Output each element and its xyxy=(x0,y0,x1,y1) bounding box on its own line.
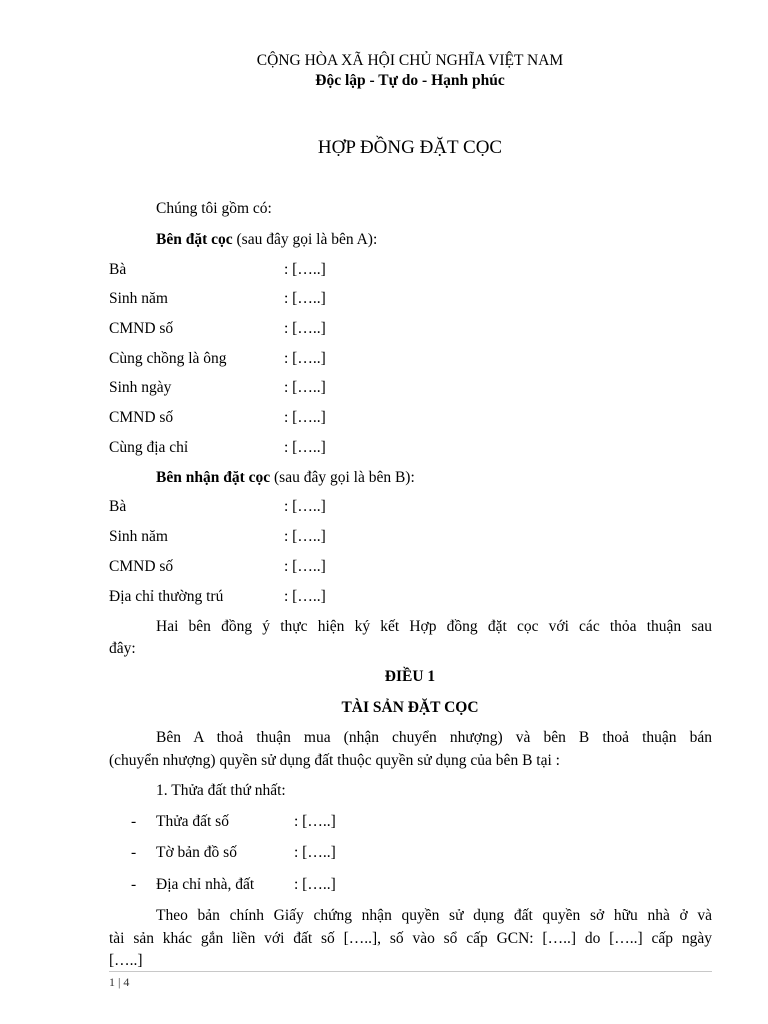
party-a-heading-bold: Bên đặt cọc xyxy=(156,231,233,248)
item-heading: 1. Thửa đất thứ nhất: xyxy=(156,782,286,799)
footer-divider xyxy=(109,971,712,972)
party-b-field-label: Sinh năm xyxy=(109,528,168,545)
list-dash: - xyxy=(131,813,137,830)
party-b-field-value: : […..] xyxy=(284,498,326,515)
certificate-line: […..] xyxy=(109,952,143,969)
party-a-field-label: Cùng chồng là ông xyxy=(109,350,227,367)
party-a-field-label: Cùng địa chỉ xyxy=(109,439,189,456)
party-a-field-value: : […..] xyxy=(284,409,326,426)
party-a-field-label: Sinh ngày xyxy=(109,379,172,396)
certificate-line: tài sản khác gắn liền với đất số […..], số vào sổ cấp GCN: […..] do […..] cấp ngày xyxy=(109,930,712,947)
party-b-field-label: Địa chỉ thường trú xyxy=(109,588,224,605)
agreement-line: Hai bên đồng ý thực hiện ký kết Hợp đồng đặt cọc với các thỏa thuận sau xyxy=(156,618,712,635)
list-item-value: : […..] xyxy=(294,876,336,893)
party-b-field-label: CMND số xyxy=(109,558,174,575)
party-a-field-value: : […..] xyxy=(284,439,326,456)
article-paragraph-line: Bên A thoả thuận mua (nhận chuyển nhượng) và bên B thoả thuận bán xyxy=(156,729,712,746)
agreement-line: đây: xyxy=(109,640,136,657)
certificate-line: Theo bản chính Giấy chứng nhận quyền sử dụng đất quyền sở hữu nhà ở và xyxy=(156,907,712,924)
motto: Độc lập - Tự do - Hạnh phúc xyxy=(315,72,505,89)
list-item-label: Tờ bản đồ số xyxy=(156,844,237,861)
party-a-field-value: : […..] xyxy=(284,261,326,278)
party-a-field-label: CMND số xyxy=(109,320,174,337)
party-b-field-label: Bà xyxy=(109,498,127,515)
party-a-field-value: : […..] xyxy=(284,379,326,396)
list-item-label: Địa chỉ nhà, đất xyxy=(156,876,255,893)
intro-text: Chúng tôi gồm có: xyxy=(156,200,272,217)
party-b-field-value: : […..] xyxy=(284,528,326,545)
party-a-field-label: Bà xyxy=(109,261,127,278)
party-a-field-value: : […..] xyxy=(284,350,326,367)
list-item-value: : […..] xyxy=(294,813,336,830)
article-number: ĐIỀU 1 xyxy=(384,668,436,685)
list-item-label: Thửa đất số xyxy=(156,813,229,830)
party-b-heading-bold: Bên nhận đặt cọc xyxy=(156,469,271,486)
party-b-field-value: : […..] xyxy=(284,588,326,605)
document-title: HỢP ĐỒNG ĐẶT CỌC xyxy=(317,137,503,158)
party-a-heading xyxy=(156,230,377,250)
list-dash: - xyxy=(131,844,137,861)
party-a-field-value: : […..] xyxy=(284,320,326,337)
article-paragraph-line: (chuyển nhượng) quyền sử dụng đất thuộc quyền sử dụng của bên B tại : xyxy=(109,752,560,769)
party-b-heading-rest: (sau đây gọi là bên B): xyxy=(270,469,415,486)
party-a-field-label: Sinh năm xyxy=(109,290,168,307)
list-dash: - xyxy=(131,876,137,893)
party-a-field-label: CMND số xyxy=(109,409,174,426)
party-a-field-value: : […..] xyxy=(284,290,326,307)
list-item-value: : […..] xyxy=(294,844,336,861)
country-header: CỘNG HÒA XÃ HỘI CHỦ NGHĨA VIỆT NAM xyxy=(256,52,564,69)
page-number: 1 | 4 xyxy=(109,975,130,989)
article-title: TÀI SẢN ĐẶT CỌC xyxy=(341,699,479,716)
party-b-heading xyxy=(156,468,415,488)
party-b-field-value: : […..] xyxy=(284,558,326,575)
party-a-heading-rest: (sau đây gọi là bên A): xyxy=(232,231,378,248)
